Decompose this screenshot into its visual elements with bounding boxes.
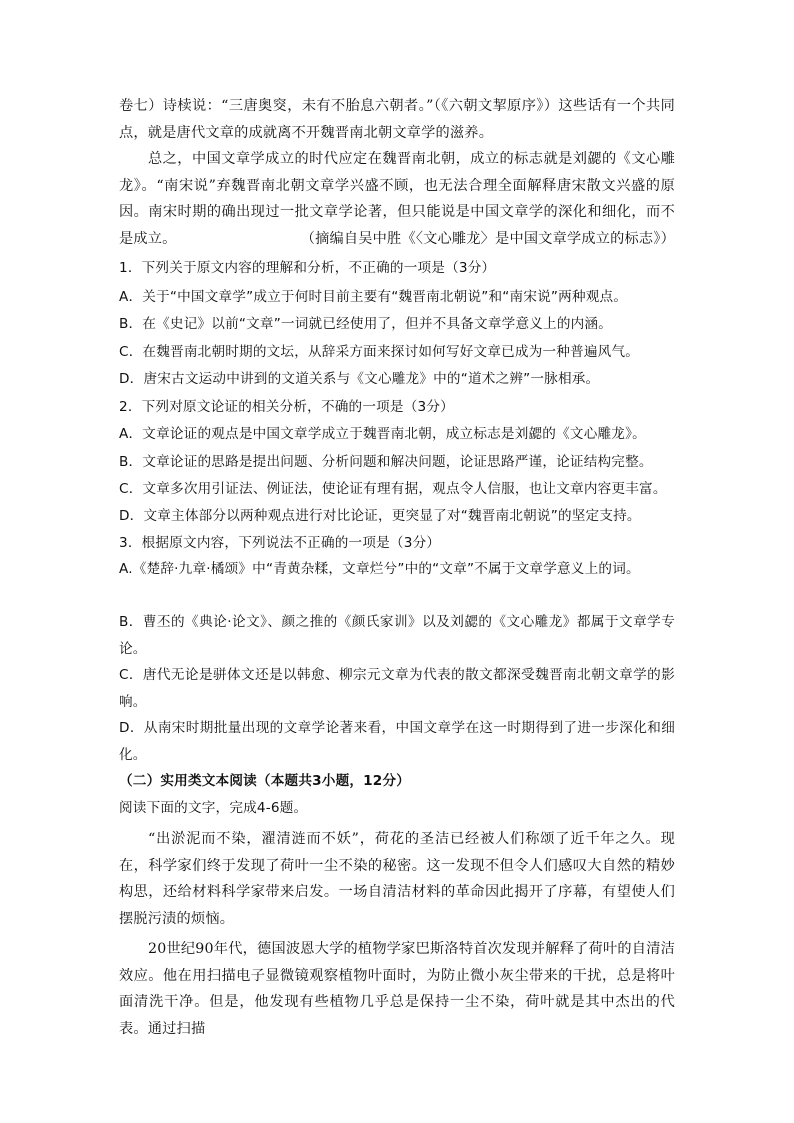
- question-1-stem: 1．下列关于原文内容的理解和分析，不正确的一项是（3分）: [119, 260, 496, 276]
- question-1-option-d: D．唐宋古文运动中讲到的文道关系与《文心雕龙》中的“道术之辨”一脉相承。: [119, 371, 600, 387]
- question-3-option-d: D．从南宋时期批量出现的文章学论著来看，中国文章学在这一时期得到了进一步深化和细化。: [119, 720, 675, 763]
- question-3-option-a: A.《楚辞·九章·橘颂》中“青黄杂糅，文章烂兮”中的“文章”不属于文章学意义上的词。: [119, 561, 640, 577]
- question-2-option-c: C．文章多次用引证法、例证法，使论证有理有据，观点令人信服，也让文章内容更丰富。: [119, 481, 667, 497]
- article-paragraph-2: 20世纪90年代，德国波恩大学的植物学家巴斯洛特首次发现并解释了荷叶的自清洁效应。他在用扫描电子显微镜观察植物叶面时，为防止微小灰尘带来的干扰，总是将叶面清洗干净。但是，他发现有些植物几乎总是保持一尘不染，荷叶就是其中杰出的代表。通过扫描: [119, 941, 675, 1037]
- question-2-option-a: A．文章论证的观点是中国文章学成立于魏晋南北朝，成立标志是刘勰的《文心雕龙》。: [119, 426, 646, 442]
- source-citation: （摘编自吴中胜《〈文心雕龙〉是中国文章学成立的标志》）: [300, 231, 675, 247]
- question-2-option-b: B．文章论证的思路是提出问题、分析问题和解决问题，论证思路严谨，论证结构完整。: [119, 454, 653, 470]
- question-2-stem: 2．下列对原文论证的相关分析，不确的一项是（3分）: [119, 399, 454, 415]
- section-heading: （二）实用类文本阅读（本题共3小题，12分）: [119, 773, 411, 789]
- question-3-option-c: C．唐代无论是骈体文还是以韩愈、柳宗元文章为代表的散文都深受魏晋南北朝文章学的影响。: [119, 667, 675, 710]
- question-1-option-b: B．在《史记》以前“文章”一词就已经使用了，但并不具备文章学意义上的内涵。: [119, 316, 612, 332]
- article-paragraph-1: “出淤泥而不染，濯清涟而不妖”，荷花的圣洁已经被人们称颂了近千年之久。现在，科学家们终于发现了荷叶一尘不染的秘密。这一发现不但令人们感叹大自然的精妙构思，还给材料科学家带来启发。一场自清洁材料的革命因此揭开了序幕，有望使人们摆脱污渍的烦恼。: [119, 831, 675, 927]
- question-3-option-b: B．曹丕的《典论·论文》、颜之推的《颜氏家训》以及刘勰的《文心雕龙》都属于文章学专论。: [119, 614, 675, 657]
- question-1-option-c: C．在魏晋南北朝时期的文坛，从辞采方面来探讨如何写好文章已成为一种普遍风气。: [119, 344, 640, 360]
- question-1-option-a: A．关于“中国文章学”成立于何时目前主要有“魏晋南北朝说”和“南宋说”两种观点。: [119, 289, 628, 305]
- question-2-option-d: D．文章主体部分以两种观点进行对比论证，更突显了对“魏晋南北朝说”的坚定支持。: [119, 508, 641, 524]
- reading-instruction: 阅读下面的文字，完成4-6题。: [119, 800, 308, 816]
- passage-conclusion-paragraph: 总之，中国文章学成立的时代应定在魏晋南北朝，成立的标志就是刘勰的《文心雕龙》。“南宋说”弃魏晋南北朝文章学兴盛不顾，也无法合理全面解释唐宋散文兴盛的原因。南宋时期的确出现过一批文章学论著，但只能说是中国文章学的深化和细化，而不是成立。: [119, 151, 675, 247]
- question-3-stem: 3．根据原文内容，下列说法不正确的一项是（3分）: [119, 535, 441, 551]
- passage-paragraph: 卷七）诗椟说：“三唐奥窔，未有不胎息六朝者。”（《六朝文挈原序》）这些话有一个共同点，就是唐代文章的成就离不开魏晋南北朝文章学的滋养。: [119, 98, 675, 141]
